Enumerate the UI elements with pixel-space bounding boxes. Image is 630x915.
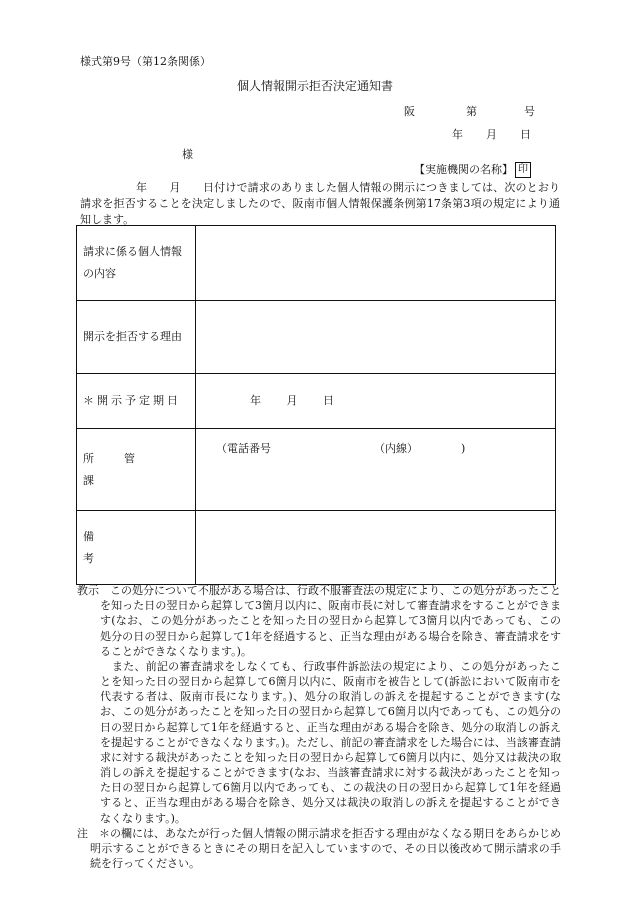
agency-label: 【実施機関の名称】 (414, 163, 513, 177)
intro-paragraph (80, 180, 560, 228)
value-requested-info (196, 226, 556, 301)
number-go: 号 (524, 105, 535, 118)
value-scheduled-date (196, 374, 556, 429)
extension-label: （内線） (374, 442, 418, 455)
date-month: 月 (486, 128, 497, 141)
label-scheduled-date-text: ＊開示予定期日 (83, 394, 181, 407)
label-refusal-reason: 開示を拒否する理由 (77, 301, 196, 374)
number-prefix: 阪 (404, 105, 415, 118)
value-remarks (196, 511, 556, 585)
label-remarks (77, 511, 196, 585)
scheduled-year: 年 (250, 394, 261, 408)
appeal-instruction: 教示 この処分について不服がある場合は、行政不服審査法の規定により、この処分があったことを知った日の翌日から起算して3箇月以内に、阪南市長に対して審査請求をすることができます(なお、この処分があったことを知った日の翌日から起算して3箇月以内であっても、この処分の日の翌日から起算して1年を経過すると、正当な理由がある場合を除き、審査請求をすることができなくなります。)。 (77, 584, 561, 658)
label-remarks-text: 備考 (83, 529, 168, 565)
table-row (77, 374, 556, 429)
table-row (77, 511, 556, 585)
scheduled-day: 日 (323, 394, 334, 408)
notes-section (77, 583, 561, 871)
scheduled-month: 月 (286, 394, 298, 408)
table-row (77, 429, 556, 511)
date-year: 年 (452, 128, 463, 141)
number-dai: 第 (466, 105, 477, 118)
phone-label: （電話番号 (216, 442, 271, 455)
table-row (77, 301, 556, 374)
label-scheduled-date (77, 374, 196, 429)
document-title: 個人情報開示拒否決定通知書 (236, 79, 393, 93)
intro-text: 年 月 日付けで請求のありました個人情報の開示につきましては、次のとおり請求を拒否することを決定しましたので、阪南市個人情報保護条例第17条第3項の規定により通知します。 (80, 181, 560, 226)
label-department-text: 所管課 (83, 451, 165, 487)
table-row (77, 226, 556, 301)
date-day: 日 (520, 128, 531, 141)
label-department (77, 429, 196, 511)
asterisk-note: 注 ＊の欄には、あなたが行った個人情報の開示請求を拒否する理由がなくなる期日をあらかじめ明示することができるときにその期日を記入していますので、その日以後改めて開示請求の手続を行ってください。 (77, 826, 561, 871)
addressee-suffix: 様 (182, 148, 193, 161)
document-number (404, 104, 535, 120)
value-refusal-reason (196, 301, 556, 374)
phone-close: ) (461, 442, 466, 455)
seal-mark: 印 (515, 162, 531, 178)
value-department (196, 429, 556, 511)
lawsuit-instruction: また、前記の審査請求をしなくても、行政事件訴訟法の規定により、この処分があったことを知った日の翌日から起算して6箇月以内に、阪南市を被告として(訴訟において阪南市を代表する者は、阪南市長になります。)、処分の取消しの訴えを提起することができます(なお、この処分があったことを知った日の翌日から起算して6箇月以内であっても、この処分の日の翌日から起算して1年を経過すると、正当な理由がある場合を除き、処分の取消しの訴えを提起することができなくなります。)。ただし、前記の審査請求をした場合には、当該審査請求に対する裁決があったことを知った日の翌日から起算して6箇月以内に、処分又は裁決の取消しの訴えを提起することができます(なお、当該審査請求に対する裁決があったことを知った日の翌日から起算して6箇月以内であっても、この裁決の日の翌日から起算して1年を経過すると、正当な理由がある場合を除き、処分又は裁決の取消しの訴えを提起することができなくなります。)。 (100, 659, 561, 825)
label-requested-info: 請求に係る個人情報の内容 (77, 226, 196, 301)
details-table (76, 225, 556, 585)
form-number: 様式第9号（第12条関係） (80, 55, 211, 68)
document-date (452, 127, 531, 143)
agency-name-line (414, 162, 531, 178)
